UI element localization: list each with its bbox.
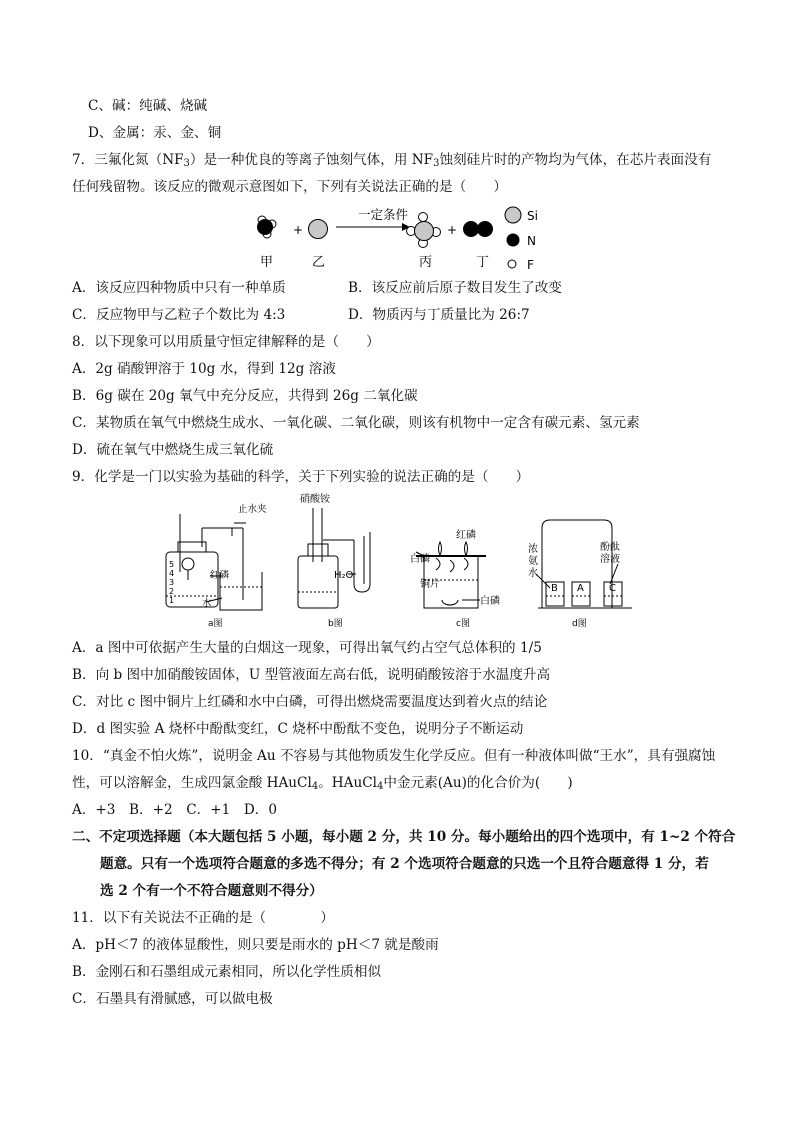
fig-d-left-label: 水 [528,568,538,579]
fig-a-water-label: 水 [202,598,212,609]
plus-sign-1: + [293,223,304,237]
molecule-jia [257,216,276,238]
q9-option-a: A．a 图中可依据产生大量的白烟这一现象，可得出氧气约占空气总体积的 1/5 [72,640,542,656]
q9-stem: 9．化学是一门以实验为基础的科学，关于下列实验的说法正确的是（ ） [72,469,530,485]
q9-experiment-figure [158,492,638,632]
label-bing: 丙 [419,255,433,270]
prev-option-d: D、金属：汞、金、铜 [88,125,222,141]
fig-a-mark: 1 [169,596,175,605]
q9-option-d: D．d 图实验 A 烧杯中酚酞变红，C 烧杯中酚酞不变色，说明分子不断运动 [72,721,524,737]
fig-d-right-label: 溶液 [600,554,620,565]
fig-c-white2-label: 白磷 [480,596,500,607]
q7-stem-line2: 任何残留物。该反应的微观示意图如下，下列有关说法正确的是（ ） [72,179,507,195]
q8-stem: 8．以下现象可以用质量守恒定律解释的是（ ） [72,334,380,350]
q11-option-b: B．金刚石和石墨组成元素相同，所以化学性质相似 [72,964,382,980]
q9-option-c: C．对比 c 图中铜片上红磷和水中白磷，可得出燃烧需要温度达到着火点的结论 [72,694,548,710]
label-yi: 乙 [312,255,326,270]
q10-stem-line1: 10．“真金不怕火炼”，说明金 Au 不容易与其他物质发生化学反应。但有一种液体叫做“王水”，具有强腐蚀 [72,748,716,764]
section2-heading-line1: 二、不定项选择题（本大题包括 5 小题，每小题 2 分，共 10 分。每小题给出的四个选项中，有 1~2 个符合 [72,829,736,845]
q8-option-d: D．硫在氧气中燃烧生成三氧化硫 [72,442,274,458]
fig-c-white-label: 白磷 [410,554,430,565]
fig-a-mark: 3 [169,578,175,587]
fig-d-left-label: 浓 [528,544,538,555]
molecule-ding [463,221,493,237]
fig-a-mark: 2 [169,587,175,596]
legend-f: F [527,258,534,272]
q8-option-b: B．6g 碳在 20g 氧气中充分反应，共得到 26g 二氧化碳 [72,388,418,404]
q7-options-row2 [72,305,530,325]
fig-a-clip-label: 止水夹 [238,504,267,515]
fig-b-top-label: 硝酸铵 [300,494,330,505]
q7-option-b: B．该反应前后原子数目发生了改变 [348,280,562,296]
label-ding: 丁 [476,255,490,270]
q7-stem-line1: 7．三氟化氮$(NF_3)$是一种优良的等离子蚀刻气体，用 $NF_3$蚀刻硅片时的产物均为气体，在芯片表面没有 [72,152,712,169]
fig-d-left-label: 氨 [528,556,538,567]
fig-d-beaker-a: A [577,583,584,594]
q7-options-row1 [72,278,562,298]
fig-b-caption: b图 [328,619,343,629]
q8-option-a: A．2g 硝酸钾溶于 10g 水，得到 12g 溶液 [72,361,336,377]
q7-reaction-diagram [240,203,560,273]
q11-stem: 11．以下有关说法不正确的是（ ） [72,910,334,926]
prev-option-c: C、碱：纯碱、烧碱 [88,98,208,114]
fig-d-beaker-b: B [551,583,558,594]
molecule-bing [407,213,441,248]
legend-si-icon [505,207,521,223]
fig-d-right-label: 酚酞 [600,542,620,553]
q10-stem-line2: 性，可以溶解金，生成四氯金酸 HAuCl$_4$。HAuCl$_4$中金元素(Au)的化合价为( ) [72,775,573,792]
legend-n-icon [507,234,520,247]
fig-c-copper-label: 铜片 [420,579,440,590]
q10-options: A．+3 B．+2 C．+1 D．0 [72,802,278,818]
reaction-condition: 一定条件 [358,207,409,222]
fig-b-water-label: H₂O [334,570,354,581]
molecule-yi [309,220,328,239]
fig-c-caption: c图 [456,619,470,629]
fig-c-red-label: 红磷 [456,530,476,541]
plus-sign-2: + [447,223,458,237]
q11-option-c: C．石墨具有滑腻感，可以做电极 [72,991,273,1007]
legend-n: N [527,234,536,248]
section2-heading-line3: 选 2 个有一个不符合题意则不得分） [100,883,323,899]
fig-a-caption: a图 [208,619,223,629]
figure-a [166,514,262,610]
label-jia: 甲 [260,255,274,270]
figure-b [298,508,370,608]
fig-a-mark: 4 [169,569,175,578]
q9-option-b: B．向 b 图中加硝酸铵固体，U 型管液面左高右低，说明硝酸铵溶于水温度升高 [72,667,551,683]
q7-option-c: C．反应物甲与乙粒子个数比为 4:3 [72,307,286,323]
q7-option-a: A．该反应四种物质中只有一种单质 [72,280,286,296]
figure-c [416,542,486,608]
q11-option-a: A．pH＜7 的液体显酸性，则只要是雨水的 pH＜7 就是酸雨 [72,937,439,953]
section2-heading-line2: 题意。只有一个选项符合题意的多选不得分；有 2 个选项符合题意的只选一个且符合题意得 1 分，若 [100,856,709,872]
q8-option-c: C．某物质在氧气中燃烧生成水、一氧化碳、二氧化碳，则该有机物中一定含有碳元素、氢元素 [72,415,640,431]
legend-si: Si [527,209,538,223]
q7-option-d: D．物质丙与丁质量比为 26:7 [348,307,530,323]
fig-d-caption: d图 [572,619,587,629]
fig-d-beaker-c: C [609,583,616,594]
fig-a-phos-label: 红磷 [210,570,230,581]
legend-f-icon [508,260,516,268]
fig-a-mark: 5 [169,560,175,569]
